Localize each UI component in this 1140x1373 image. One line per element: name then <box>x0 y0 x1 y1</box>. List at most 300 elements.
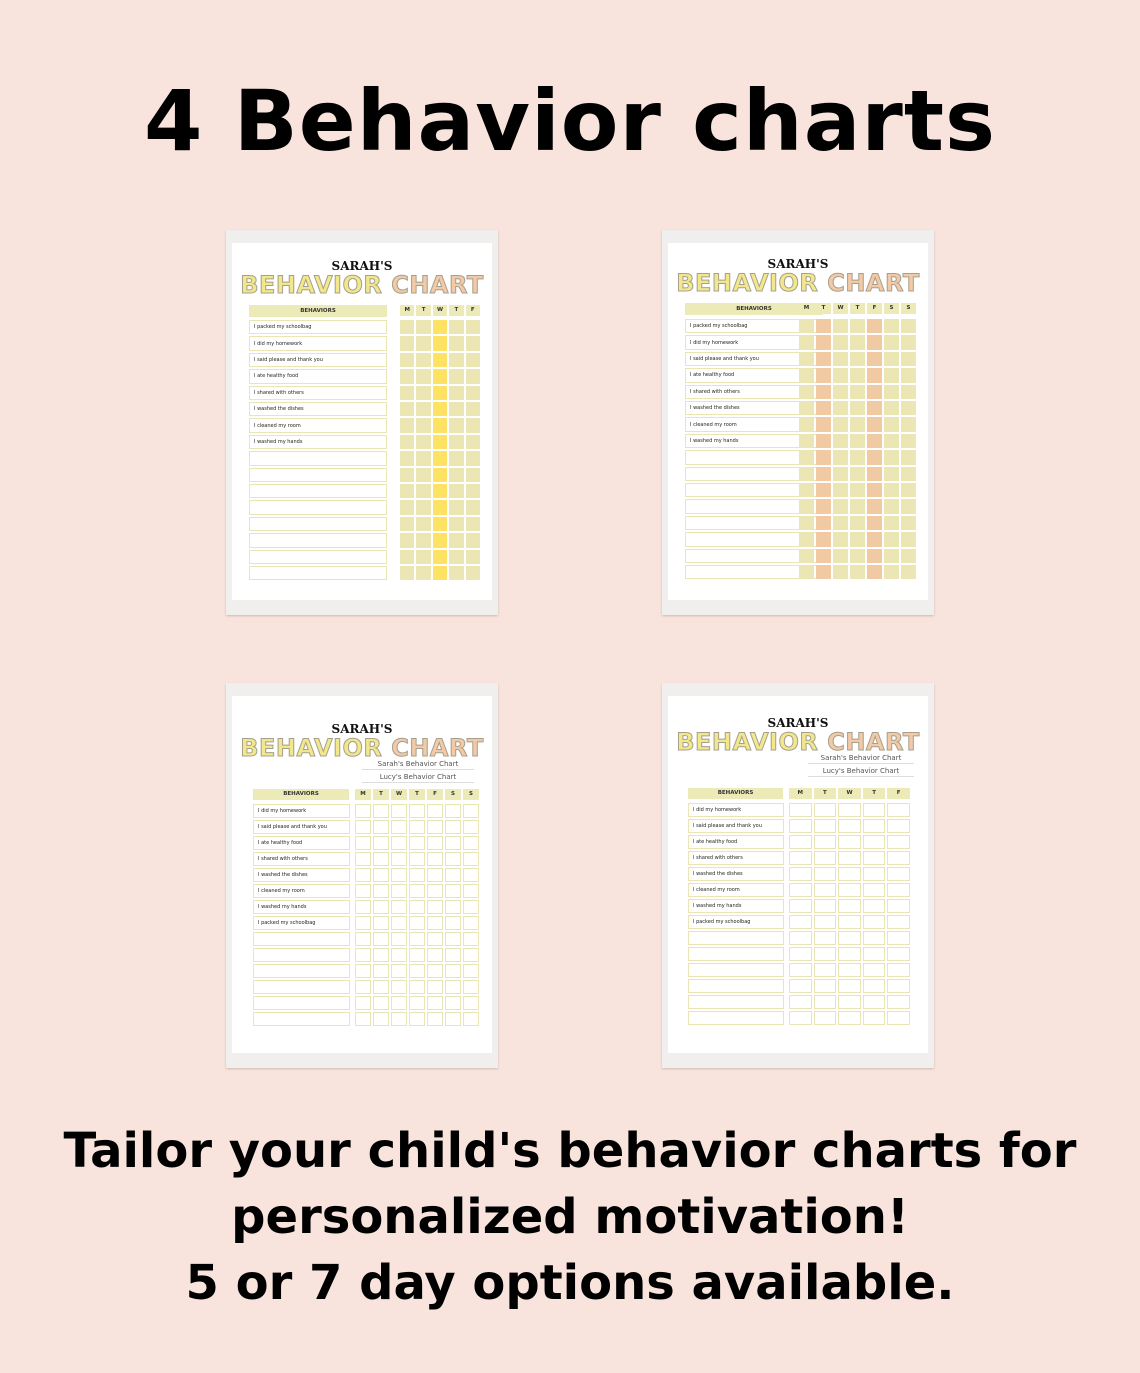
check-cell[interactable] <box>449 402 463 416</box>
behavior-row[interactable]: I cleaned my room <box>688 883 784 897</box>
check-cell[interactable] <box>463 964 479 978</box>
check-cell[interactable] <box>445 964 461 978</box>
check-cell[interactable] <box>863 947 886 961</box>
behavior-row[interactable]: I said please and thank you <box>685 352 823 366</box>
check-cell[interactable] <box>833 467 848 481</box>
check-cell[interactable] <box>863 835 886 849</box>
check-cell[interactable] <box>814 979 837 993</box>
check-cell[interactable] <box>355 980 371 994</box>
check-cell[interactable] <box>887 867 910 881</box>
behavior-row[interactable]: I shared with others <box>253 852 350 866</box>
check-cell[interactable] <box>427 852 443 866</box>
check-cell[interactable] <box>833 532 848 546</box>
behavior-row[interactable] <box>688 979 784 993</box>
check-cell[interactable] <box>901 565 916 579</box>
check-cell[interactable] <box>409 964 425 978</box>
check-cell[interactable] <box>427 932 443 946</box>
check-cell[interactable] <box>789 995 812 1009</box>
check-cell[interactable] <box>373 868 389 882</box>
check-cell[interactable] <box>466 369 480 383</box>
check-cell[interactable] <box>867 352 882 366</box>
behavior-row[interactable]: I washed my hands <box>249 435 387 449</box>
check-cell[interactable] <box>799 516 814 530</box>
check-cell[interactable] <box>449 533 463 547</box>
check-cell[interactable] <box>466 320 480 334</box>
check-cell[interactable] <box>838 819 861 833</box>
check-cell[interactable] <box>433 402 447 416</box>
behavior-row[interactable]: I shared with others <box>249 386 387 400</box>
check-cell[interactable] <box>463 804 479 818</box>
behavior-row[interactable] <box>253 948 350 962</box>
check-cell[interactable] <box>409 884 425 898</box>
check-cell[interactable] <box>463 852 479 866</box>
check-cell[interactable] <box>427 916 443 930</box>
check-cell[interactable] <box>466 533 480 547</box>
check-cell[interactable] <box>901 467 916 481</box>
check-cell[interactable] <box>799 401 814 415</box>
behavior-row[interactable] <box>249 566 387 580</box>
check-cell[interactable] <box>449 386 463 400</box>
check-cell[interactable] <box>850 385 865 399</box>
check-cell[interactable] <box>355 916 371 930</box>
check-cell[interactable] <box>850 450 865 464</box>
check-cell[interactable] <box>833 450 848 464</box>
check-cell[interactable] <box>838 883 861 897</box>
check-cell[interactable] <box>850 319 865 333</box>
check-cell[interactable] <box>838 995 861 1009</box>
check-cell[interactable] <box>463 980 479 994</box>
check-cell[interactable] <box>427 948 443 962</box>
check-cell[interactable] <box>838 867 861 881</box>
check-cell[interactable] <box>463 820 479 834</box>
check-cell[interactable] <box>838 979 861 993</box>
check-cell[interactable] <box>884 516 899 530</box>
check-cell[interactable] <box>850 417 865 431</box>
check-cell[interactable] <box>816 499 831 513</box>
check-cell[interactable] <box>427 996 443 1010</box>
check-cell[interactable] <box>816 417 831 431</box>
check-cell[interactable] <box>838 915 861 929</box>
check-cell[interactable] <box>863 851 886 865</box>
check-cell[interactable] <box>400 320 414 334</box>
check-cell[interactable] <box>887 899 910 913</box>
check-cell[interactable] <box>466 353 480 367</box>
check-cell[interactable] <box>884 483 899 497</box>
check-cell[interactable] <box>445 852 461 866</box>
check-cell[interactable] <box>814 947 837 961</box>
check-cell[interactable] <box>850 565 865 579</box>
behavior-row[interactable]: I ate healthy food <box>685 368 823 382</box>
check-cell[interactable] <box>901 401 916 415</box>
check-cell[interactable] <box>833 434 848 448</box>
check-cell[interactable] <box>863 867 886 881</box>
check-cell[interactable] <box>445 804 461 818</box>
check-cell[interactable] <box>789 947 812 961</box>
behavior-row[interactable] <box>253 1012 350 1026</box>
check-cell[interactable] <box>391 996 407 1010</box>
check-cell[interactable] <box>449 484 463 498</box>
check-cell[interactable] <box>416 517 430 531</box>
check-cell[interactable] <box>449 369 463 383</box>
behavior-row[interactable]: I said please and thank you <box>688 819 784 833</box>
check-cell[interactable] <box>799 352 814 366</box>
behavior-row[interactable] <box>253 980 350 994</box>
check-cell[interactable] <box>789 867 812 881</box>
check-cell[interactable] <box>814 899 837 913</box>
behavior-row[interactable] <box>688 1011 784 1025</box>
check-cell[interactable] <box>409 996 425 1010</box>
check-cell[interactable] <box>416 402 430 416</box>
check-cell[interactable] <box>391 852 407 866</box>
check-cell[interactable] <box>355 1012 371 1026</box>
check-cell[interactable] <box>789 899 812 913</box>
check-cell[interactable] <box>400 386 414 400</box>
behavior-row[interactable] <box>253 964 350 978</box>
behavior-row[interactable]: I washed the dishes <box>253 868 350 882</box>
check-cell[interactable] <box>463 900 479 914</box>
check-cell[interactable] <box>884 352 899 366</box>
behavior-row[interactable]: I ate healthy food <box>688 835 784 849</box>
check-cell[interactable] <box>850 434 865 448</box>
behavior-row[interactable]: I washed my hands <box>685 434 823 448</box>
check-cell[interactable] <box>863 931 886 945</box>
check-cell[interactable] <box>416 320 430 334</box>
check-cell[interactable] <box>867 532 882 546</box>
check-cell[interactable] <box>814 995 837 1009</box>
check-cell[interactable] <box>887 995 910 1009</box>
behavior-row[interactable]: I washed the dishes <box>688 867 784 881</box>
check-cell[interactable] <box>445 836 461 850</box>
check-cell[interactable] <box>433 386 447 400</box>
check-cell[interactable] <box>799 434 814 448</box>
check-cell[interactable] <box>887 979 910 993</box>
behavior-row[interactable]: I ate healthy food <box>253 836 350 850</box>
check-cell[interactable] <box>373 804 389 818</box>
check-cell[interactable] <box>463 1012 479 1026</box>
check-cell[interactable] <box>867 368 882 382</box>
behavior-row[interactable] <box>249 517 387 531</box>
check-cell[interactable] <box>400 418 414 432</box>
check-cell[interactable] <box>373 836 389 850</box>
check-cell[interactable] <box>400 353 414 367</box>
check-cell[interactable] <box>391 916 407 930</box>
check-cell[interactable] <box>884 549 899 563</box>
check-cell[interactable] <box>373 900 389 914</box>
check-cell[interactable] <box>416 484 430 498</box>
check-cell[interactable] <box>850 401 865 415</box>
check-cell[interactable] <box>901 368 916 382</box>
check-cell[interactable] <box>416 451 430 465</box>
check-cell[interactable] <box>833 549 848 563</box>
check-cell[interactable] <box>391 820 407 834</box>
check-cell[interactable] <box>833 401 848 415</box>
check-cell[interactable] <box>799 467 814 481</box>
check-cell[interactable] <box>463 948 479 962</box>
check-cell[interactable] <box>838 899 861 913</box>
check-cell[interactable] <box>373 884 389 898</box>
check-cell[interactable] <box>416 566 430 580</box>
check-cell[interactable] <box>416 336 430 350</box>
check-cell[interactable] <box>449 353 463 367</box>
check-cell[interactable] <box>887 819 910 833</box>
check-cell[interactable] <box>799 368 814 382</box>
check-cell[interactable] <box>863 899 886 913</box>
check-cell[interactable] <box>850 532 865 546</box>
check-cell[interactable] <box>816 549 831 563</box>
check-cell[interactable] <box>391 1012 407 1026</box>
check-cell[interactable] <box>833 483 848 497</box>
behavior-row[interactable]: I washed my hands <box>688 899 784 913</box>
check-cell[interactable] <box>433 336 447 350</box>
check-cell[interactable] <box>867 499 882 513</box>
check-cell[interactable] <box>391 868 407 882</box>
check-cell[interactable] <box>466 435 480 449</box>
check-cell[interactable] <box>409 836 425 850</box>
check-cell[interactable] <box>373 852 389 866</box>
check-cell[interactable] <box>816 385 831 399</box>
check-cell[interactable] <box>449 320 463 334</box>
check-cell[interactable] <box>391 964 407 978</box>
check-cell[interactable] <box>427 820 443 834</box>
behavior-row[interactable]: I shared with others <box>688 851 784 865</box>
check-cell[interactable] <box>833 516 848 530</box>
check-cell[interactable] <box>466 550 480 564</box>
check-cell[interactable] <box>400 500 414 514</box>
behavior-row[interactable] <box>253 932 350 946</box>
check-cell[interactable] <box>416 500 430 514</box>
check-cell[interactable] <box>833 335 848 349</box>
check-cell[interactable] <box>833 417 848 431</box>
check-cell[interactable] <box>884 532 899 546</box>
check-cell[interactable] <box>814 931 837 945</box>
check-cell[interactable] <box>838 947 861 961</box>
check-cell[interactable] <box>814 835 837 849</box>
check-cell[interactable] <box>867 401 882 415</box>
check-cell[interactable] <box>863 803 886 817</box>
behavior-row[interactable] <box>249 500 387 514</box>
check-cell[interactable] <box>449 517 463 531</box>
check-cell[interactable] <box>867 516 882 530</box>
check-cell[interactable] <box>433 369 447 383</box>
check-cell[interactable] <box>427 884 443 898</box>
check-cell[interactable] <box>416 369 430 383</box>
check-cell[interactable] <box>400 566 414 580</box>
check-cell[interactable] <box>433 484 447 498</box>
check-cell[interactable] <box>901 450 916 464</box>
check-cell[interactable] <box>409 948 425 962</box>
check-cell[interactable] <box>373 964 389 978</box>
check-cell[interactable] <box>789 979 812 993</box>
check-cell[interactable] <box>355 820 371 834</box>
check-cell[interactable] <box>463 996 479 1010</box>
check-cell[interactable] <box>373 996 389 1010</box>
check-cell[interactable] <box>391 948 407 962</box>
check-cell[interactable] <box>466 468 480 482</box>
check-cell[interactable] <box>838 835 861 849</box>
check-cell[interactable] <box>833 352 848 366</box>
check-cell[interactable] <box>409 852 425 866</box>
check-cell[interactable] <box>816 483 831 497</box>
check-cell[interactable] <box>884 434 899 448</box>
check-cell[interactable] <box>814 803 837 817</box>
check-cell[interactable] <box>416 550 430 564</box>
check-cell[interactable] <box>355 884 371 898</box>
check-cell[interactable] <box>850 483 865 497</box>
check-cell[interactable] <box>427 900 443 914</box>
check-cell[interactable] <box>867 319 882 333</box>
check-cell[interactable] <box>445 932 461 946</box>
behavior-row[interactable]: I did my homework <box>253 804 350 818</box>
check-cell[interactable] <box>789 915 812 929</box>
check-cell[interactable] <box>814 819 837 833</box>
check-cell[interactable] <box>833 319 848 333</box>
check-cell[interactable] <box>409 900 425 914</box>
check-cell[interactable] <box>391 804 407 818</box>
check-cell[interactable] <box>816 319 831 333</box>
check-cell[interactable] <box>887 883 910 897</box>
behavior-row[interactable] <box>249 550 387 564</box>
check-cell[interactable] <box>433 353 447 367</box>
behavior-row[interactable]: I shared with others <box>685 385 823 399</box>
check-cell[interactable] <box>433 468 447 482</box>
check-cell[interactable] <box>884 385 899 399</box>
check-cell[interactable] <box>449 500 463 514</box>
check-cell[interactable] <box>863 915 886 929</box>
behavior-row[interactable] <box>249 468 387 482</box>
check-cell[interactable] <box>901 319 916 333</box>
check-cell[interactable] <box>373 980 389 994</box>
check-cell[interactable] <box>863 1011 886 1025</box>
check-cell[interactable] <box>887 915 910 929</box>
check-cell[interactable] <box>816 335 831 349</box>
check-cell[interactable] <box>373 948 389 962</box>
check-cell[interactable] <box>373 916 389 930</box>
check-cell[interactable] <box>863 819 886 833</box>
check-cell[interactable] <box>850 467 865 481</box>
behavior-row[interactable] <box>688 931 784 945</box>
check-cell[interactable] <box>799 319 814 333</box>
check-cell[interactable] <box>449 451 463 465</box>
check-cell[interactable] <box>445 820 461 834</box>
behavior-row[interactable] <box>249 451 387 465</box>
check-cell[interactable] <box>814 851 837 865</box>
check-cell[interactable] <box>887 835 910 849</box>
check-cell[interactable] <box>427 868 443 882</box>
check-cell[interactable] <box>789 883 812 897</box>
check-cell[interactable] <box>884 401 899 415</box>
check-cell[interactable] <box>901 549 916 563</box>
check-cell[interactable] <box>466 566 480 580</box>
check-cell[interactable] <box>433 517 447 531</box>
check-cell[interactable] <box>816 467 831 481</box>
check-cell[interactable] <box>799 450 814 464</box>
check-cell[interactable] <box>416 353 430 367</box>
check-cell[interactable] <box>867 467 882 481</box>
check-cell[interactable] <box>466 402 480 416</box>
behavior-row[interactable]: I packed my schoolbag <box>253 916 350 930</box>
check-cell[interactable] <box>884 335 899 349</box>
check-cell[interactable] <box>816 368 831 382</box>
check-cell[interactable] <box>463 868 479 882</box>
check-cell[interactable] <box>409 804 425 818</box>
check-cell[interactable] <box>799 499 814 513</box>
check-cell[interactable] <box>816 352 831 366</box>
check-cell[interactable] <box>445 948 461 962</box>
check-cell[interactable] <box>816 532 831 546</box>
check-cell[interactable] <box>850 516 865 530</box>
check-cell[interactable] <box>355 836 371 850</box>
check-cell[interactable] <box>838 931 861 945</box>
check-cell[interactable] <box>427 980 443 994</box>
behavior-row[interactable]: I washed my hands <box>253 900 350 914</box>
check-cell[interactable] <box>867 549 882 563</box>
check-cell[interactable] <box>833 565 848 579</box>
check-cell[interactable] <box>433 566 447 580</box>
check-cell[interactable] <box>416 468 430 482</box>
check-cell[interactable] <box>789 851 812 865</box>
check-cell[interactable] <box>433 500 447 514</box>
check-cell[interactable] <box>466 484 480 498</box>
check-cell[interactable] <box>867 483 882 497</box>
check-cell[interactable] <box>799 532 814 546</box>
check-cell[interactable] <box>463 836 479 850</box>
check-cell[interactable] <box>400 435 414 449</box>
check-cell[interactable] <box>445 1012 461 1026</box>
check-cell[interactable] <box>901 434 916 448</box>
check-cell[interactable] <box>838 963 861 977</box>
check-cell[interactable] <box>409 980 425 994</box>
check-cell[interactable] <box>449 550 463 564</box>
check-cell[interactable] <box>391 900 407 914</box>
check-cell[interactable] <box>466 500 480 514</box>
behavior-row[interactable] <box>688 947 784 961</box>
behavior-row[interactable]: I said please and thank you <box>249 353 387 367</box>
check-cell[interactable] <box>814 963 837 977</box>
check-cell[interactable] <box>901 499 916 513</box>
check-cell[interactable] <box>427 836 443 850</box>
check-cell[interactable] <box>449 418 463 432</box>
check-cell[interactable] <box>863 963 886 977</box>
check-cell[interactable] <box>433 451 447 465</box>
check-cell[interactable] <box>466 336 480 350</box>
check-cell[interactable] <box>391 836 407 850</box>
check-cell[interactable] <box>884 499 899 513</box>
check-cell[interactable] <box>466 418 480 432</box>
check-cell[interactable] <box>789 835 812 849</box>
check-cell[interactable] <box>799 565 814 579</box>
check-cell[interactable] <box>427 964 443 978</box>
check-cell[interactable] <box>445 996 461 1010</box>
check-cell[interactable] <box>433 533 447 547</box>
check-cell[interactable] <box>789 1011 812 1025</box>
check-cell[interactable] <box>463 884 479 898</box>
check-cell[interactable] <box>799 549 814 563</box>
check-cell[interactable] <box>466 517 480 531</box>
check-cell[interactable] <box>400 402 414 416</box>
check-cell[interactable] <box>838 1011 861 1025</box>
behavior-row[interactable]: I cleaned my room <box>685 417 823 431</box>
check-cell[interactable] <box>799 417 814 431</box>
check-cell[interactable] <box>799 335 814 349</box>
check-cell[interactable] <box>445 916 461 930</box>
check-cell[interactable] <box>814 915 837 929</box>
check-cell[interactable] <box>814 1011 837 1025</box>
check-cell[interactable] <box>901 335 916 349</box>
check-cell[interactable] <box>449 566 463 580</box>
behavior-row[interactable]: I cleaned my room <box>253 884 350 898</box>
check-cell[interactable] <box>901 532 916 546</box>
behavior-row[interactable] <box>253 996 350 1010</box>
